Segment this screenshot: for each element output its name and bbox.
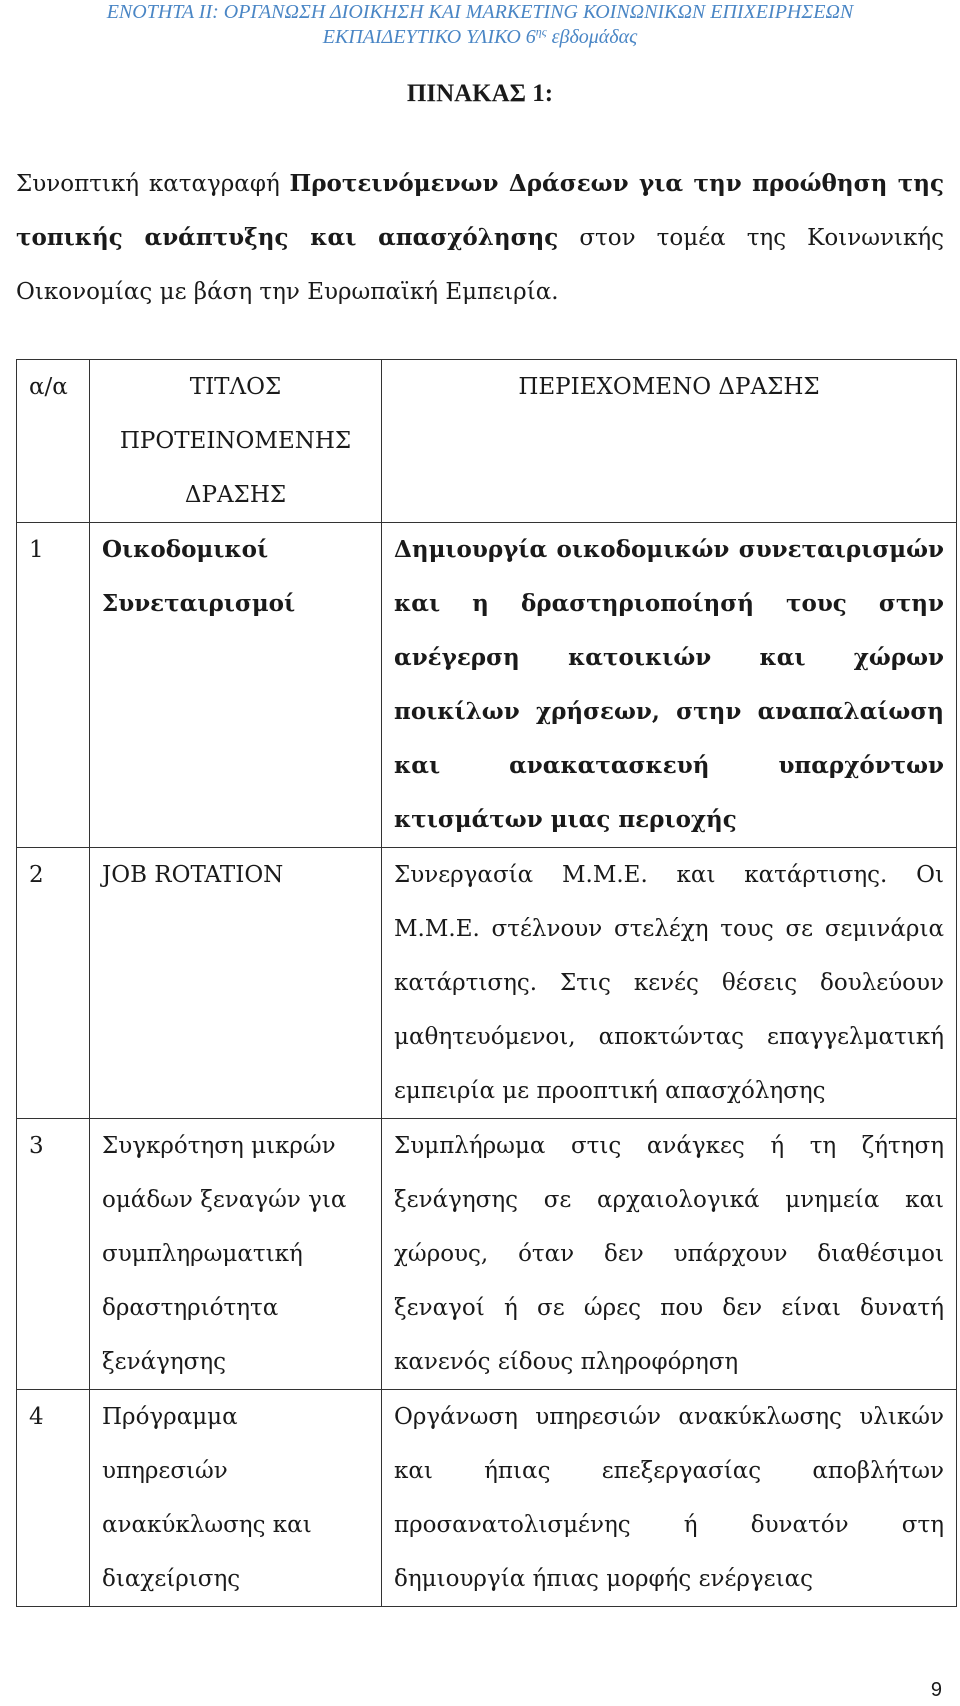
action-title: Πρόγραμμα υπηρεσιών ανακύκλωσης και διαχείρισης <box>90 1390 382 1607</box>
header-material-suffix: εβδομάδας <box>546 26 638 48</box>
actions-table <box>16 359 957 1607</box>
table-row <box>17 1119 957 1390</box>
action-title: JOB ROTATION <box>90 848 382 1119</box>
header-cell-aa: α/α <box>17 360 90 523</box>
table-header-row <box>17 360 957 523</box>
action-title: Οικοδομικοί Συνεταιρισμοί <box>90 523 382 848</box>
header-material-sup: ης <box>535 24 547 39</box>
header-cell-content: ΠΕΡΙΕΧΟΜΕΝΟ ΔΡΑΣΗΣ <box>382 360 957 523</box>
intro-text-start: Συνοπτική καταγραφή <box>16 171 290 197</box>
action-content: Συνεργασία Μ.Μ.Ε. και κατάρτισης. Οι Μ.Μ.Ε. στέλνουν στελέχη τους σε σεμινάρια κατάρτισης. Στις κενές θέσεις δουλεύουν μαθητευόμενοι, αποκτώντας επαγγελματική εμπειρία με προοπτική απασχόλησης <box>382 848 957 1119</box>
action-content: Δημιουργία οικοδομικών συνεταιρισμών και η δραστηριοποίησή τους στην ανέγερση κατοικιών και χώρων ποικίλων χρήσεων, στην αναπαλαίωση και ανακατασκευή υπαρχόντων κτισμάτων μιας περιοχής <box>382 523 957 848</box>
action-title: Συγκρότηση μικρών ομάδων ξεναγών για συμπληρωματική δραστηριότητα ξενάγησης <box>90 1119 382 1390</box>
row-number: 1 <box>17 523 90 848</box>
row-number: 3 <box>17 1119 90 1390</box>
action-content: Συμπλήρωμα στις ανάγκες ή τη ζήτηση ξενάγησης σε αρχαιολογικά μνημεία και χώρους, όταν δεν υπάρχουν διαθέσιμοι ξεναγοί ή σε ώρες που δεν είναι δυνατή κανενός είδους πληροφόρηση <box>382 1119 957 1390</box>
intro-text-bold: Προτεινόμενων Δράσεων για την προώθηση της τοπικής ανάπτυξης και απασχόλησης <box>16 170 944 251</box>
intro-text-end: στον τομέα της Κοινωνικής Οικονομίας με βάση την Ευρωπαϊκή Εμπειρία. <box>16 225 944 305</box>
action-content: Οργάνωση υπηρεσιών ανακύκλωσης υλικών και ήπιας επεξεργασίας αποβλήτων προσανατολισμένης ή δυνατόν στη δημιουργία ήπιας μορφής ενέργειας <box>382 1390 957 1607</box>
row-number: 2 <box>17 848 90 1119</box>
row-number: 4 <box>17 1390 90 1607</box>
intro-paragraph <box>16 157 944 319</box>
page-header <box>0 0 960 50</box>
header-unit-title: ΕΝΟΤΗΤΑ ΙΙ: ΟΡΓΑΝΩΣΗ ΔΙΟΙΚΗΣΗ ΚΑΙ MARKETING ΚΟΙΝΩΝΙΚΩΝ ΕΠΙΧΕΙΡΗΣΕΩΝ <box>106 1 854 23</box>
header-material-prefix: ΕΚΠΑΙΔΕΥΤΙΚΟ ΥΛΙΚΟ 6 <box>322 26 536 48</box>
table-row <box>17 523 957 848</box>
table-row <box>17 1390 957 1607</box>
table-title: ΠΙΝΑΚΑΣ 1: <box>406 80 554 107</box>
header-material-title <box>0 25 960 50</box>
header-cell-title: ΤΙΤΛΟΣ ΠΡΟΤΕΙΝΟΜΕΝΗΣ ΔΡΑΣΗΣ <box>90 360 382 523</box>
page-number: 9 <box>930 1679 942 1701</box>
table-row <box>17 848 957 1119</box>
